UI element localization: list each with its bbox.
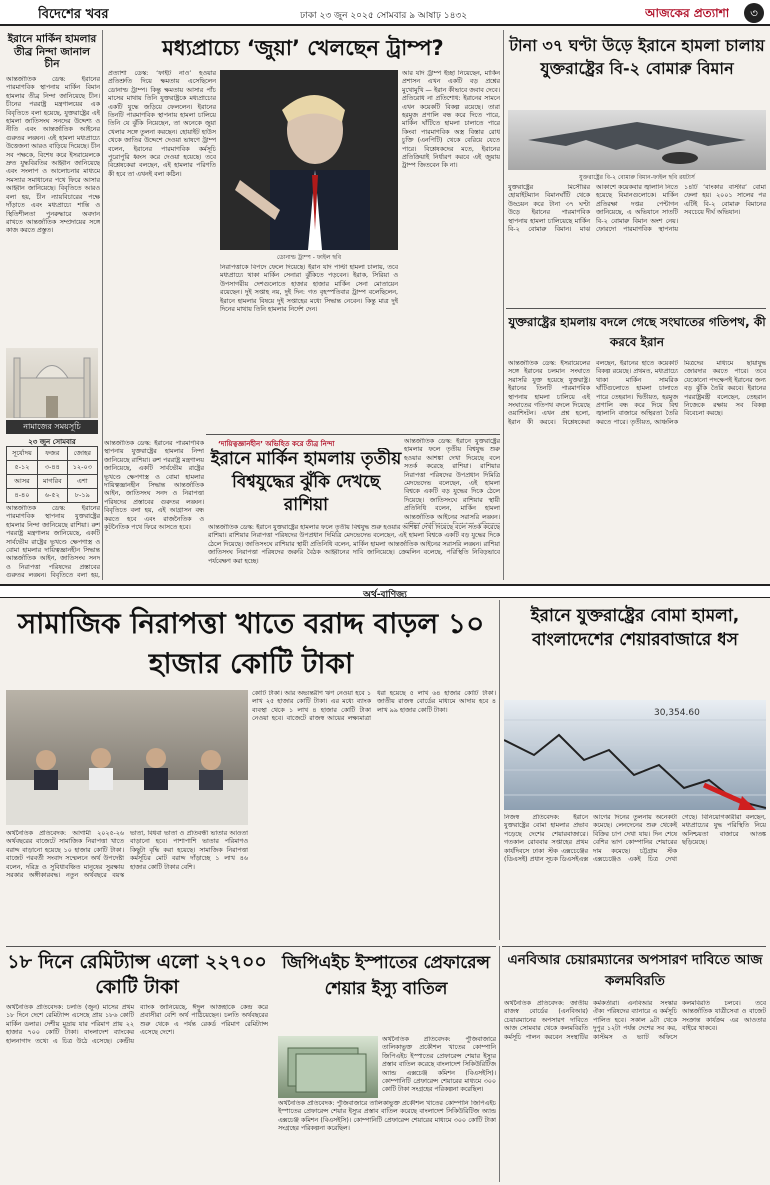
iran-strategy-body: আন্তর্জাতিক ডেস্ক: ইসরায়েলের সঙ্গে ইরানের চলমান সংঘাতে সরাসরি যুক্ত হয়েছে যুক্তরাষ্ট্র। ইরানের তিনটি পারমাণবিক স্থাপনায় হামলা চালিয়ে এই সংঘাতের গতিপথ বদলে দিয়েছে ওয়াশিংটন। এখন প্রশ্ন হলো, ইরান কী করবে। বিশ্লেষকেরা বলছেন, ইরানের হাতে কয়েকটি বিকল্প রয়েছে। প্রথমত, মধ্যপ্রাচ্যে থাকা মার্কিন সামরিক ঘাঁটিগুলোতে হামলা চালাতে পারে তেহরান। দ্বিতীয়ত, হরমুজ প্রণালি বন্ধ করে দিয়ে বিশ্ব জ্বালানি বাজারে অস্থিরতা তৈরি করতে পারে। তৃতীয়ত, আঞ্চলিক মিত্রদের মাধ্যমে ছায়াযুদ্ধ জোরদার করতে পারে। তবে যেকোনো পদক্ষেপই ইরানের জন্য বড় ঝুঁকি তৈরি করবে। ইরানের পররাষ্ট্রমন্ত্রী বলেছেন, তেহরান নিজেকে রক্ষায় সব বিকল্প বিবেচনা করছে। [508,360,766,426]
trump-body-mid: নিরাপত্তাকে বিপদে ফেলে দিয়েছে। ইরান যদি পাল্টা হামলা চালায়, তবে মধ্যপ্রাচ্যে থাকা মার্কিন সেনারা ঝুঁকিতে পড়বেন। ইরাক, সিরিয়া ও উপসাগরীয় দেশগুলোতে হাজার হাজার মার্কিন সেনা মোতায়েন রয়েছেন। দুই সপ্তাহ নয়, দুই দিন: গত বৃহস্পতিবার ট্রাম্প বলেছিলেন, ইরানে হামলার বিষয়ে দুই সপ্তাহের মধ্যে সিদ্ধান্ত নেবেন। কিন্তু মাত্র দুই দিনের মাথায় তিনি হামলার নির্দেশ দেন। [220,264,398,314]
social-headline: সামাজিক নিরাপত্তা খাতে বরাদ্দ বাড়ল ১০ হাজার কোটি টাকা [17,607,485,680]
gph-body: অর্থনৈতিক প্রতিবেদক: পুঁজিবাজারে তালিকাভুক্ত প্রকৌশল খাতের কোম্পানি জিপিএইচ ইস্পাতের প্রেফারেন্স শেয়ার ইস্যুর প্রস্তাব বাতিল করেছে বাংলাদেশ সিকিউরিটিজ অ্যান্ড এক্সচেঞ্জ কমিশন (বিএসইসি)। কোম্পানিটি প্রেফারেন্স শেয়ারের মাধ্যমে ৩০০ কোটি টাকা সংগ্রহের পরিকল্পনা করেছিল। [278,1100,496,1133]
prayer-times-date: ২৩ জুন সোমবার [28,438,76,446]
b2-body: যুক্তরাষ্ট্রের মিসৌরির হোয়াইটম্যান বিমানঘাঁটি থেকে উড্ডয়ন করে টানা ৩৭ ঘণ্টা উড়ে ইরানের পারমাণবিক স্থাপনায় হামলা চালিয়েছে মার্কিন বি-২ বোমারু বিমান। মাঝ আকাশে কয়েকবার জ্বালানি নিতে হয়েছে বিমানগুলোকে। মার্কিন প্রতিরক্ষা দপ্তর পেন্টাগন জানিয়েছে, এ অভিযানে সাতটি বি-২ বোমারু বিমান অংশ নেয়। ফোরদো পারমাণবিক স্থাপনায় ১৪টি ‘বাংকার বাস্টার’ বোমা ফেলা হয়। ২০০১ সালের পর এটিই বি-২ বোমারু বিমানের সবচেয়ে দীর্ঘ অভিযান। [508,184,766,234]
section-rule [502,946,766,947]
trump-caption: ডোনাল্ড ট্রাম্প - ফাইল ছবি [276,254,342,261]
economy-section-band [0,584,770,598]
russia-tagline: ‘দায়িত্বজ্ঞানহীন’ অভিহিত করে তীব্র নিন্দা [218,440,335,448]
column-divider [503,30,504,580]
prayer-times-title: নামাজের সময়সূচি [6,420,98,434]
nbr-headline: এনবিআর চেয়ারম্যানের অপসারণ দাবিতে আজ কলমবিরতি [507,952,763,989]
mosque-image [6,348,98,418]
prayer-header: জোহর [67,447,97,461]
prayer-time: ৬-৫২ [38,489,68,503]
prayer-time: ৪-৪০ [7,489,38,503]
paper-name: আজকের প্রত্যাশা [645,6,730,20]
gph-photo [278,1036,378,1098]
china-body: আন্তর্জাতিক ডেস্ক: ইরানের পারমাণবিক স্থাপনায় মার্কিন বিমান হামলার তীব্র নিন্দা জানিয়েছে চীন। চীনের পররাষ্ট্র মন্ত্রণালয়ের এক বিবৃতিতে বলা হয়েছে, যুক্তরাষ্ট্রের এই হামলা জাতিসংঘ সনদের উদ্দেশ্য ও নীতি এবং আন্তর্জাতিক আইনের গুরুতর লঙ্ঘন। এই হামলা মধ্যপ্রাচ্যে উত্তেজনা আরও বাড়িয়ে দিয়েছে। চীন সব পক্ষকে, বিশেষ করে ইসরায়েলকে দ্রুত যুদ্ধবিরতির আহ্বান জানিয়েছে এবং সংলাপ ও আলোচনার মাধ্যমে সমস্যার সমাধানের পথে ফিরে আসার আহ্বান জানিয়েছে। বিবৃতিতে আরও বলা হয়, চীন ন্যায়বিচারের পক্ষে দাঁড়াতে এবং মধ্যপ্রাচ্যে শান্তি ও স্থিতিশীলতা পুনরুদ্ধারে অবদান রাখতে আন্তর্জাতিক সম্প্রদায়ের সঙ্গে কাজ করতে প্রস্তুত। [6,76,100,235]
column-divider [102,30,103,580]
russia-body: আন্তর্জাতিক ডেস্ক: ইরানে যুক্তরাষ্ট্রের হামলার ফলে তৃতীয় বিশ্বযুদ্ধ শুরু হওয়ার আশঙ্কা দেখা দিয়েছে বলে সতর্ক করেছে রাশিয়া। রাশিয়ার নিরাপত্তা পরিষদের উপপ্রধান দিমিত্রি মেদভেদেভ বলেছেন, এই হামলা বিশ্বকে একটি বড় যুদ্ধের দিকে ঠেলে দিয়েছে। জাতিসংঘে রাশিয়ার স্থায়ী প্রতিনিধি বলেন, মার্কিন হামলা আন্তর্জাতিক আইনের সরাসরি লঙ্ঘন। রাশিয়া জাতিসংঘ নিরাপত্তা পরিষদের জরুরি বৈঠক আহ্বানের দাবি জানিয়েছে। ক্রেমলিন বলেছে, পরিস্থিতি নিবিড়ভাবে পর্যবেক্ষণ করা হচ্ছে। [208,524,500,565]
china-headline: ইরানে মার্কিন হামলার তীব্র নিন্দা জানাল চীন [7,33,97,70]
china-body-continued: আন্তর্জাতিক ডেস্ক: ইরানের পারমাণবিক স্থাপনায় যুক্তরাষ্ট্রের হামলার নিন্দা জানিয়েছে রাশিয়া। রুশ পররাষ্ট্র মন্ত্রণালয় জানিয়েছে, একটি সার্বভৌম রাষ্ট্রের ভূখণ্ডে ক্ষেপণাস্ত্র ও বোমা হামলার দায়িত্বজ্ঞানহীন সিদ্ধান্ত আন্তর্জাতিক আইন, জাতিসংঘ সনদ ও নিরাপত্তা পরিষদের প্রস্তাবের গুরুতর লঙ্ঘন। বিবৃতিতে বলা হয়, [6,505,100,580]
column-divider [499,600,500,940]
stock-chart-photo [504,700,766,810]
budget-meeting-photo [6,690,248,825]
nbr-body: অর্থনৈতিক প্রতিবেদক: জাতীয় রাজস্ব বোর্ডের (এনবিআর) চেয়ারম্যানের অপসারণ দাবিতে আজ সোমবার থেকে কলমবিরতি কর্মসূচি পালন করবেন সংস্থাটির কর্মকর্তারা। এনবিআর সংস্কার ঐক্য পরিষদের ব্যানারে এ কর্মসূচি পালিত হবে। সকাল ৯টা থেকে দুপুর ১২টা পর্যন্ত দেশের সব কর, কাস্টমস ও ভ্যাট অফিসে কলমবিরতি চলবে। তবে আন্তর্জাতিক যাত্রীসেবা ও বাজেট সংক্রান্ত কার্যক্রম এর আওতার বাইরে থাকবে। [504,1000,766,1041]
trump-body-right: আর যদি ট্রাম্প ইচ্ছা নিয়েছেন, মার্কিন প্রশাসন এখন একটি বড় প্রশ্নের মুখোমুখি — ইরান কীভাবে জবাব দেবে। প্রতিরোধ না প্রতিশোধ: ইরানের সামনে এখন কয়েকটি বিকল্প রয়েছে। তারা হরমুজ প্রণালি বন্ধ করে দিতে পারে, মার্কিন ঘাঁটিতে হামলা চালাতে পারে কিংবা পারমাণবিক অস্ত্র বিস্তার রোধ চুক্তি (এনপিটি) থেকে বেরিয়ে যেতে পারে। বিশ্লেষকদের মতে, ইরানের প্রতিক্রিয়াই নির্ধারণ করবে এই জুয়ায় ট্রাম্প জিতবেন কি না। [402,70,500,170]
prayer-time: ৩-৪৪ [38,461,68,475]
stock-body: নিজস্ব প্রতিবেদক: ইরানে যুক্তরাষ্ট্রের বোমা হামলার প্রভাব পড়েছে দেশের শেয়ারবাজারে। গতকাল রোববার সপ্তাহের প্রথম কার্যদিবসে ঢাকা স্টক এক্সচেঞ্জের (ডিএসই) প্রধান সূচক ডিএসইএক্স আগের দিনের তুলনায় অনেকটা কমেছে। লেনদেনের শুরু থেকেই বিক্রির চাপ দেখা যায়। দিন শেষে বেশির ভাগ কোম্পানির শেয়ারের দাম কমেছে। চট্টগ্রাম স্টক এক্সচেঞ্জেও একই চিত্র দেখা গেছে। বিনিয়োগকারীরা বলছেন, মধ্যপ্রাচ্যের যুদ্ধ পরিস্থিতি নিয়ে অনিশ্চয়তা বাজারে আতঙ্ক ছড়িয়েছে। [504,814,766,864]
economy-section-label: অর্থ-বাণিজ্য [363,590,407,598]
prayer-header: মাগরিব [38,475,68,489]
column-divider [499,946,500,1182]
masthead [0,0,770,26]
page-number: ৩ [744,3,764,23]
prayer-header: ফজর [38,447,68,461]
prayer-time: ৫-১২ [7,461,38,475]
gph-body-side: অর্থনৈতিক প্রতিবেদক: পুঁজিবাজারে তালিকাভুক্ত প্রকৌশল খাতের কোম্পানি জিপিএইচ ইস্পাতের প্রেফারেন্স শেয়ার ইস্যুর প্রস্তাব বাতিল করেছে বাংলাদেশ সিকিউরিটিজ অ্যান্ড এক্সচেঞ্জ কমিশন (বিএসইসি)। কোম্পানিটি প্রেফারেন্স শেয়ারের মাধ্যমে ৩০০ কোটি টাকা সংগ্রহের পরিকল্পনা করেছিল। [382,1036,496,1094]
section-rule [506,308,766,309]
russia-headline: ইরানে মার্কিন হামলায় তৃতীয় বিশ্বযুদ্ধের ঝুঁকি দেখছে রাশিয়া [210,449,402,515]
stock-headline: ইরানে যুক্তরাষ্ট্রের বোমা হামলা, বাংলাদেশের শেয়ারবাজারে ধস [530,606,740,650]
trump-headline: মধ্যপ্রাচ্যে ‘জুয়া’ খেলছেন ট্রাম্প? [162,36,444,60]
section-rule [206,434,500,435]
b2-headline: টানা ৩৭ ঘণ্টা উড়ে ইরানে হামলা চালায় যুক্তরাষ্ট্রের বি-২ বোমারু বিমান [509,36,765,78]
section-label: বিদেশের খবর [38,7,109,22]
russia-condemn-body: আন্তর্জাতিক ডেস্ক: ইরানের পারমাণবিক স্থাপনায় যুক্তরাষ্ট্রের হামলার নিন্দা জানিয়েছে রাশিয়া। রুশ পররাষ্ট্র মন্ত্রণালয় জানিয়েছে, একটি সার্বভৌম রাষ্ট্রের ভূখণ্ডে ক্ষেপণাস্ত্র ও বোমা হামলার দায়িত্বজ্ঞানহীন সিদ্ধান্ত আন্তর্জাতিক আইন, জাতিসংঘ সনদ ও নিরাপত্তা পরিষদের প্রস্তাবের গুরুতর লঙ্ঘন। বিবৃতিতে বলা হয়, এই আগ্রাসন বন্ধ করতে হবে এবং রাজনৈতিক ও কূটনৈতিক পথে ফিরে আসতে হবে। [104,440,204,532]
dateline: ঢাকা ২৩ জুন ২০২৫ সোমবার ৯ আষাঢ় ১৪৩২ [300,11,468,21]
remittance-body: অর্থনৈতিক প্রতিবেদক: চলতি (জুন) মাসের প্রথম ১৮ দিনে দেশে রেমিট্যান্স এসেছে প্রায় ১৮৬ কোটি মার্কিন ডলার। দেশীয় মুদ্রায় যার পরিমাণ প্রায় ২২ হাজার ৭০০ কোটি টাকা। বাংলাদেশ ব্যাংকের হালনাগাদ তথ্যে এ চিত্র উঠে এসেছে। কেন্দ্রীয় ব্যাংক জানিয়েছে, ঈদুল আজহাকে কেন্দ্র করে প্রবাসীরা বেশি অর্থ পাঠিয়েছেন। চলতি অর্থবছরের শুরু থেকে এ পর্যন্ত রেকর্ড পরিমাণ রেমিট্যান্স এসেছে দেশে। [6,1004,268,1045]
trump-body-left: প্রত্যাশা ডেস্ক: ‘ফাইট নাও’ হওয়ার প্রতিশ্রুতি দিয়ে ক্ষমতায় এসেছিলেন ডোনাল্ড ট্রাম্প। কিন্তু ক্ষমতায় আসার পাঁচ মাসের মাথায় তিনি যুক্তরাষ্ট্রকে মধ্যপ্রাচ্যের একটি যুদ্ধে জড়িয়ে ফেললেন। ইরানের তিনটি পারমাণবিক স্থাপনায় হামলা চালিয়ে তিনি যে ঝুঁকি নিয়েছেন, তা অনেকে জুয়া খেলার সঙ্গে তুলনা করছেন। হোয়াইট হাউস থেকে জাতির উদ্দেশে দেওয়া ভাষণে ট্রাম্প বলেন, ইরানের পারমাণবিক কর্মসূচি পুরোপুরি ধ্বংস করে দেওয়া হয়েছে। তবে বিশ্লেষকেরা বলছেন, এই হামলার পরিণতি কী হবে তা এখনই বলা কঠিন। [108,70,216,178]
trump-photo [220,70,398,250]
gph-headline: জিপিএইচ ইস্পাতের প্রেফারেন্স শেয়ার ইস্যু বাতিল [282,953,490,999]
remittance-headline: ১৮ দিনে রেমিট্যান্স এলো ২২৭০০ কোটি টাকা [7,951,267,998]
stock-value-label: 30,354.60 [654,708,700,718]
russia-body-side: আন্তর্জাতিক ডেস্ক: ইরানে যুক্তরাষ্ট্রের হামলার ফলে তৃতীয় বিশ্বযুদ্ধ শুরু হওয়ার আশঙ্কা দেখা দিয়েছে বলে সতর্ক করেছে রাশিয়া। রাশিয়ার নিরাপত্তা পরিষদের উপপ্রধান দিমিত্রি মেদভেদেভ বলেছেন, এই হামলা বিশ্বকে একটি বড় যুদ্ধের দিকে ঠেলে দিয়েছে। জাতিসংঘে রাশিয়ার স্থায়ী প্রতিনিধি বলেন, মার্কিন হামলা আন্তর্জাতিক আইনের সরাসরি লঙ্ঘন। [404,438,500,521]
social-body: অর্থনৈতিক প্রতিবেদক: আগামী ২০২৫-২৬ অর্থবছরের বাজেটে সামাজিক নিরাপত্তা খাতে বরাদ্দ বাড়ানো হয়েছে ১০ হাজার কোটি টাকা। বাজেট পরবর্তী সংবাদ সম্মেলনে অর্থ উপদেষ্টা বলেন, দরিদ্র ও সুবিধাবঞ্চিত মানুষের সুরক্ষায় সরকার অঙ্গীকারবদ্ধ। নতুন অর্থবছরে বয়স্ক ভাতা, বিধবা ভাতা ও প্রতিবন্ধী ভাতার আওতা বাড়ানো হবে। পাশাপাশি ভাতার পরিমাণও কিছুটা বৃদ্ধি করা হয়েছে। সামাজিক নিরাপত্তা কর্মসূচির মোট বরাদ্দ দাঁড়াচ্ছে ১ লাখ ৪৬ হাজার কোটি টাকার বেশি। [6,830,248,880]
section-rule [6,946,496,947]
b2-photo [508,110,766,170]
prayer-header: এশা [67,475,97,489]
prayer-time: ৮-১৯ [67,489,97,503]
prayer-header: আসর [7,475,38,489]
prayer-times-table [6,446,98,503]
iran-strategy-headline: যুক্তরাষ্ট্রের হামলায় বদলে গেছে সংঘাতের গতিপথ, কী করবে ইরান [508,315,766,349]
social-body-continued: কোটি টাকা। আর অভ্যন্তরীণ ঋণ নেওয়া হবে ১ লাখ ২৫ হাজার কোটি টাকা। এর মধ্যে ব্যাংক ব্যবস্থা থেকে ১ লাখ ৪ হাজার কোটি টাকা নেওয়া হবে। বাজেটে রাজস্ব আয়ের লক্ষ্যমাত্রা ধরা হয়েছে ৫ লাখ ৬৪ হাজার কোটি টাকা। জাতীয় রাজস্ব বোর্ডের মাধ্যমে আদায় হবে ৪ লাখ ৯৯ হাজার কোটি টাকা। [252,690,496,723]
b2-caption: যুক্তরাষ্ট্রের বি-২ বোমারু বিমান-ফাইল ছবি রয়টার্স [579,174,695,181]
prayer-time: ১২-০৩ [67,461,97,475]
prayer-header: সূর্যোদয় [7,447,38,461]
